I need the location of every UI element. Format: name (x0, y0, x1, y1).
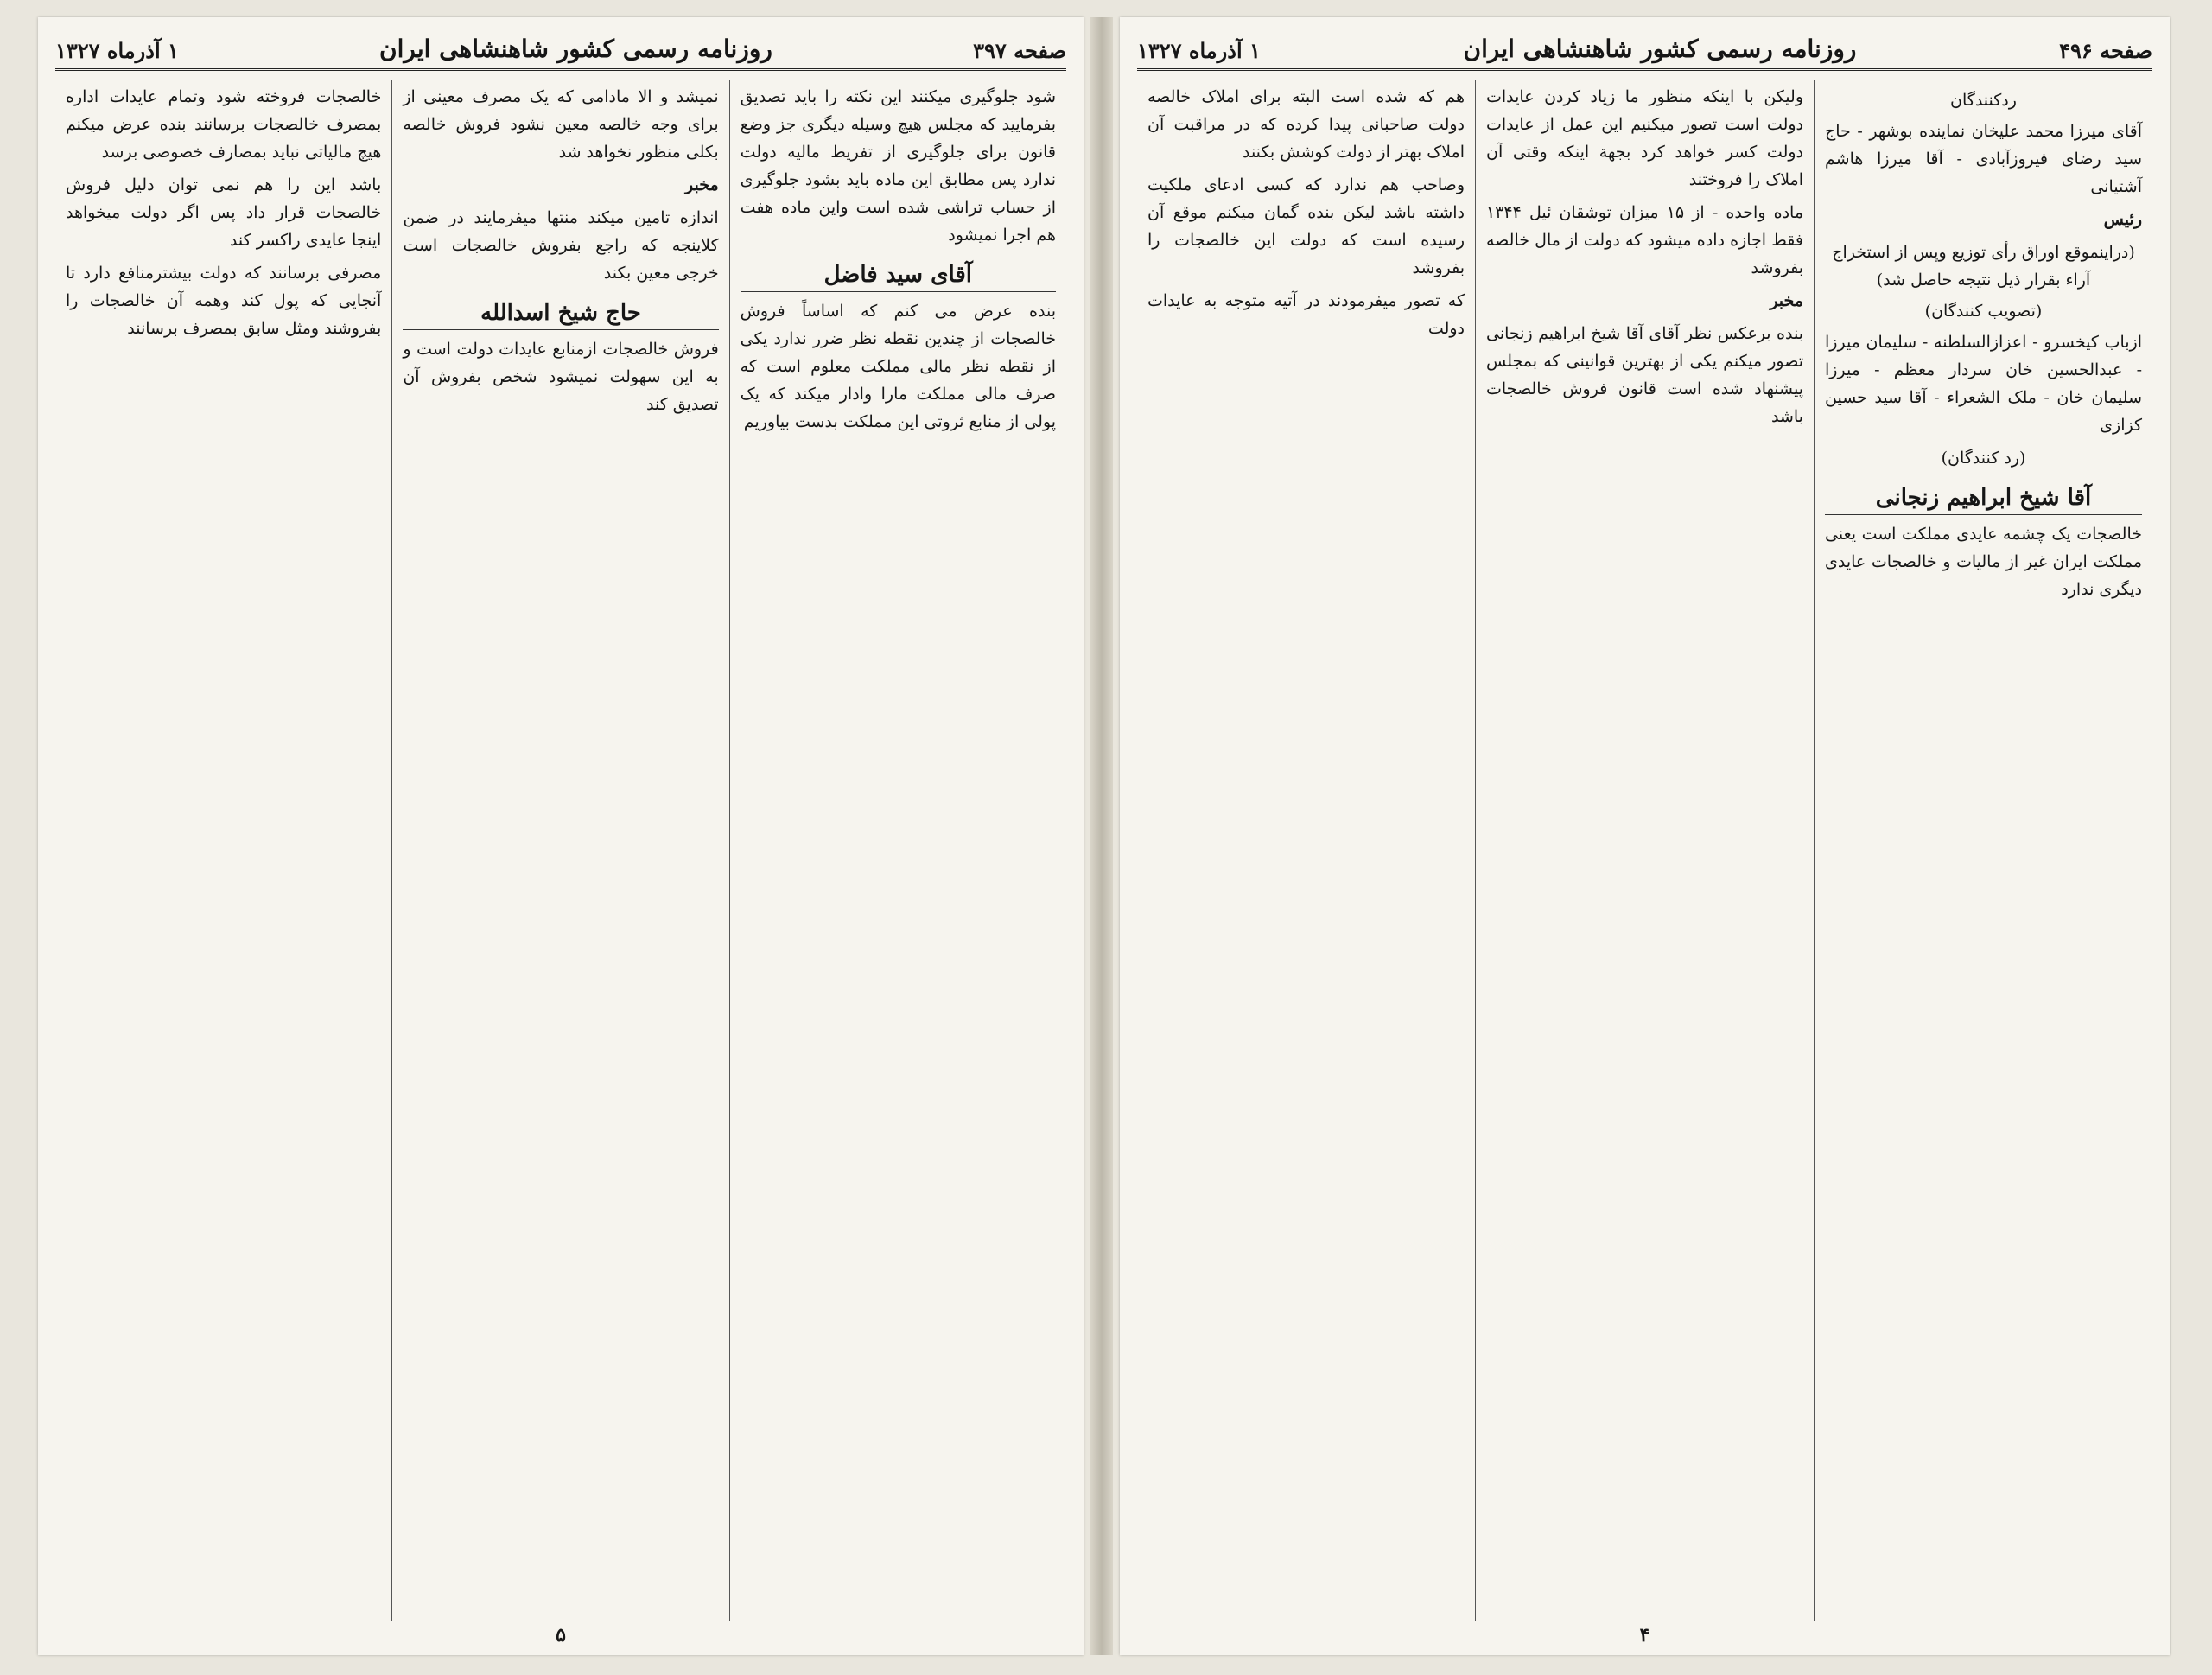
paragraph: بنده عرض می کنم که اساساً فروش خالصجات از چندین نقطه نظر ضرر ندارد یکی از نقطه نظر مالی مملکت معلوم است که صرف مالی مملکت مارا وادار میکند که یک پولی از منابع ثروتی این مملکت بدست بیاوریم (740, 302, 1056, 431)
newspaper-title: روزنامه رسمی کشور شاهنشاهی ایران (379, 35, 772, 63)
speaker-heading: آقا شیخ ابراهیم زنجانی (1825, 481, 2142, 515)
page-header (1137, 36, 2152, 71)
page-folio: ۴ (1639, 1624, 1650, 1646)
section-note: ردکنندگان (1950, 91, 2017, 110)
rejecters-note: (رد کنندگان) (1941, 449, 2026, 468)
newspaper-title: روزنامه رسمی کشور شاهنشاهی ایران (1463, 35, 1857, 63)
paragraph: ولیکن با اینکه منظور ما زیاد کردن عایدات دولت است تصور میکنیم این عمل از عایدات دولت کسر خواهد کرد بجهة اینکه وقتی آن املاک را فروختند (1486, 87, 1803, 189)
text-columns (55, 80, 1066, 1621)
paragraph: آقای میرزا محمد علیخان نماینده بوشهر - حاج سید رضای فیروزآبادی - آقا میرزا هاشم آشتیانی (1825, 122, 2142, 196)
column-1 (729, 80, 1066, 1621)
paragraph: ماده واحده - از ۱۵ میزان توشقان ئیل ۱۳۴۴ فقط اجازه داده میشود که دولت از مال خالصه بفروشد (1486, 203, 1803, 277)
paragraph: فروش خالصجات ازمنابع عایدات دولت است و به این سهولت نمیشود شخص بفروش آن تصدیق کند (403, 340, 719, 414)
page-496 (1120, 17, 2170, 1655)
paragraph: نمیشد و الا مادامی که یک مصرف معینی از برای وجه خالصه معین نشود فروش خالصه بکلی منظور نخواهد شد (403, 87, 719, 162)
speaker-lead: مخبر (1770, 291, 1803, 310)
column-3 (1137, 80, 1475, 1621)
paragraph: که تصور میفرمودند در آتیه متوجه به عایدات دولت (1147, 291, 1465, 338)
speaker-lead: رئیس (2103, 210, 2142, 229)
column-1 (1814, 80, 2152, 1621)
paragraph: خالصجات فروخته شود وتمام عایدات اداره بمصرف خالصجات برسانند بنده عرض میکنم هیچ مالیاتی نباید بمصارف خصوصی برسد (66, 87, 382, 162)
column-2 (391, 80, 728, 1621)
issue-date: ۱ آذرماه ۱۳۲۷ (55, 38, 179, 63)
text-columns (1137, 80, 2152, 1621)
paragraph: هم که شده است البته برای املاک خالصه دولت صاحبانی پیدا کرده که در مراقبت آن املاک بهتر از دولت کوشش بکنند (1147, 87, 1465, 162)
name-list: ازباب کیخسرو - اعزازالسلطنه - سلیمان میرزا - عبدالحسین خان سردار معظم - میرزا سلیمان خان - ملک الشعراء - آقا سید حسین کزازی (1825, 333, 2142, 435)
paragraph: مصرفی برسانند که دولت بیشترمنافع دارد تا آنجایی که پول کند وهمه آن خالصجات را بفروشند ومثل سابق بمصرف برسانند (66, 264, 382, 338)
approvers-note: (تصویب کنندگان) (1924, 302, 2043, 321)
vote-note: (دراینموقع اوراق رأی توزیع وپس از استخراج آراء بقرار ذیل نتیجه حاصل شد) (1832, 243, 2135, 290)
page-number-label: صفحه ۳۹۷ (973, 38, 1066, 63)
issue-date: ۱ آذرماه ۱۳۲۷ (1137, 38, 1261, 63)
column-2 (1475, 80, 1814, 1621)
page-397 (38, 17, 1084, 1655)
page-header (55, 36, 1066, 71)
speaker-heading: حاج شیخ اسدالله (403, 296, 718, 330)
paragraph: شود جلوگیری میکنند این نکته را باید تصدیق بفرمایید که مجلس هیچ وسیله دیگری جز وضع قانون برای جلوگیری از تفریط مالیه دولت ندارد پس مطابق این ماده باید بشود جلوگیری از حساب تراشی شده است واین ماده هفت هم اجرا نمیشود (740, 87, 1056, 245)
page-folio: ۵ (556, 1624, 566, 1646)
paragraph: اندازه تامین میکند منتها میفرمایند در ضمن کلاینجه که راجع بفروش خالصجات است خرجی معین بکند (403, 208, 719, 283)
column-3 (55, 80, 391, 1621)
page-number-label: صفحه ۴۹۶ (2059, 38, 2152, 63)
paragraph: خالصجات یک چشمه عایدی مملکت است یعنی مملکت ایران غیر از مالیات و خالصجات عایدی دیگری ندارد (1825, 525, 2142, 599)
book-gutter (1090, 17, 1113, 1655)
paragraph: بنده برعکس نظر آقای آقا شیخ ابراهیم زنجانی تصور میکنم یکی از بهترین قوانینی که بمجلس پیشنهاد شده است قانون فروش خالصجات باشد (1486, 324, 1803, 426)
speaker-heading: آقای سید فاضل (741, 258, 1056, 292)
paragraph: باشد این را هم نمی توان دلیل فروش خالصجات قرار داد پس اگر دولت میخواهد اینجا عایدی راکسر کند (66, 175, 382, 250)
paragraph: وصاحب هم ندارد که کسی ادعای ملکیت داشته باشد لیکن بنده گمان میکنم موقع آن رسیده است که دولت این خالصجات را بفروشد (1147, 175, 1465, 277)
speaker-lead: مخبر (685, 175, 719, 194)
